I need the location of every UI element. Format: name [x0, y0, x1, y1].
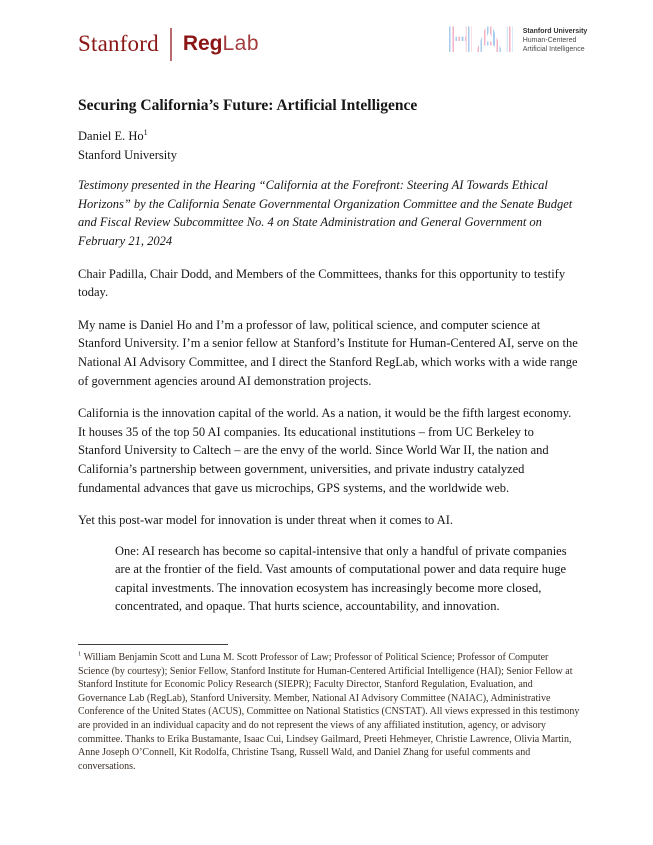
- document-body: [78, 96, 578, 616]
- stanford-wordmark: Stanford: [78, 30, 159, 56]
- author-affiliation: Stanford University: [78, 147, 177, 162]
- hai-org-line2: Human-Centered: [522, 36, 577, 44]
- hai-striped-letters-icon: HAI: [446, 19, 517, 60]
- reglab-reg-text: Reg: [182, 32, 223, 55]
- footnote-separator-rule: [78, 644, 228, 645]
- author-footnote-marker: 1: [143, 127, 148, 137]
- hai-org-line1: Stanford University: [522, 27, 588, 35]
- logo-divider: [170, 28, 172, 61]
- footnote-marker: 1: [78, 650, 82, 658]
- stanford-reglab-logo: [78, 26, 259, 61]
- author-name: Daniel E. Ho$^1$: [78, 127, 148, 143]
- reglab-wordmark: [183, 32, 259, 56]
- reglab-lab-text: Lab: [222, 32, 260, 55]
- page-header: [0, 0, 653, 70]
- body-paragraph-3: California is the innovation capital of the world. As a nation, it would be the fifth largest economy. It houses 35 of the top 50 AI companies. Its educational institutions – from UC Berkeley to Stanford University to Caltech – are the envy of the world. Since World War II, the nation and California’s partnership between government, universities, and private industry catalyzed fundamental advances that gave us microchips, GPS systems, and the worldwide web.: [78, 406, 572, 495]
- indented-paragraph: One: AI research has become so capital-intensive that only a handful of private companies are at the frontier of the field. Vast amounts of computational power and data require huge capital investments. The innovation ecosystem has increasingly become more closed, concentrated, and opaque. That hurts science, accountability, and innovation.: [115, 543, 567, 614]
- document-title: Securing California’s Future: Artificial Intelligence: [78, 97, 418, 114]
- stanford-hai-logo: [446, 21, 587, 59]
- body-paragraph-1: Chair Padilla, Chair Dodd, and Members of the Committees, thanks for this opportunity to testify today.: [78, 266, 566, 300]
- hai-org-line3: Artificial Intelligence: [522, 45, 585, 53]
- footnote-text: $^1$ William Benjamin Scott and Luna M. Scott Professor of Law; Professor of Political Science; Professor of Computer Science (by courtesy); Senior Fellow, Stanford Institute for Human-Centered Artificial Intelligence (HAI); Senior Fellow at Stanford Institute for Economic Policy Research (SIEPR); Faculty Director, Stanford Regulation, Evaluation, and Governance Lab (RegLab), Stanford University. Member, National AI Advisory Committee (NAIAC), Administrative Conference of the United States (ACUS), Committee on National Statistics (CNSTAT). All views expressed in this testimony are provided in an individual capacity and do not represent the views of any affiliated institution, agency, or advisory committee. Thanks to Erika Bustamante, Isaac Cui, Lindsey Gailmard, Preeti Hehmeyer, Christie Lawrence, Olivia Martin, Anne Joseph O’Connell, Kit Rodolfa, Christine Tsang, Russell Wald, and Daniel Zhang for useful comments and conversations.: [78, 650, 580, 772]
- hearing-note: Testimony presented in the Hearing “California at the Forefront: Steering AI Towards Ethical Horizons” by the California Senate Governmental Organization Committee and the Senate Budget and Fiscal Review Subcommittee No. 4 on State Administration and General Government on February 21, 2024: [78, 178, 573, 248]
- hai-org-name: [523, 27, 588, 54]
- body-paragraph-4: Yet this post-war model for innovation is under threat when it comes to AI.: [78, 513, 454, 528]
- author-block: [78, 127, 578, 164]
- body-paragraph-2: My name is Daniel Ho and I’m a professor of law, political science, and computer science at Stanford University. I’m a senior fellow at Stanford’s Institute for Human-Centered AI, serve on the National AI Advisory Committee, and I direct the Stanford RegLab, which works with a wide range of government agencies around AI demonstration projects.: [78, 317, 578, 388]
- footnote-section: [78, 644, 581, 773]
